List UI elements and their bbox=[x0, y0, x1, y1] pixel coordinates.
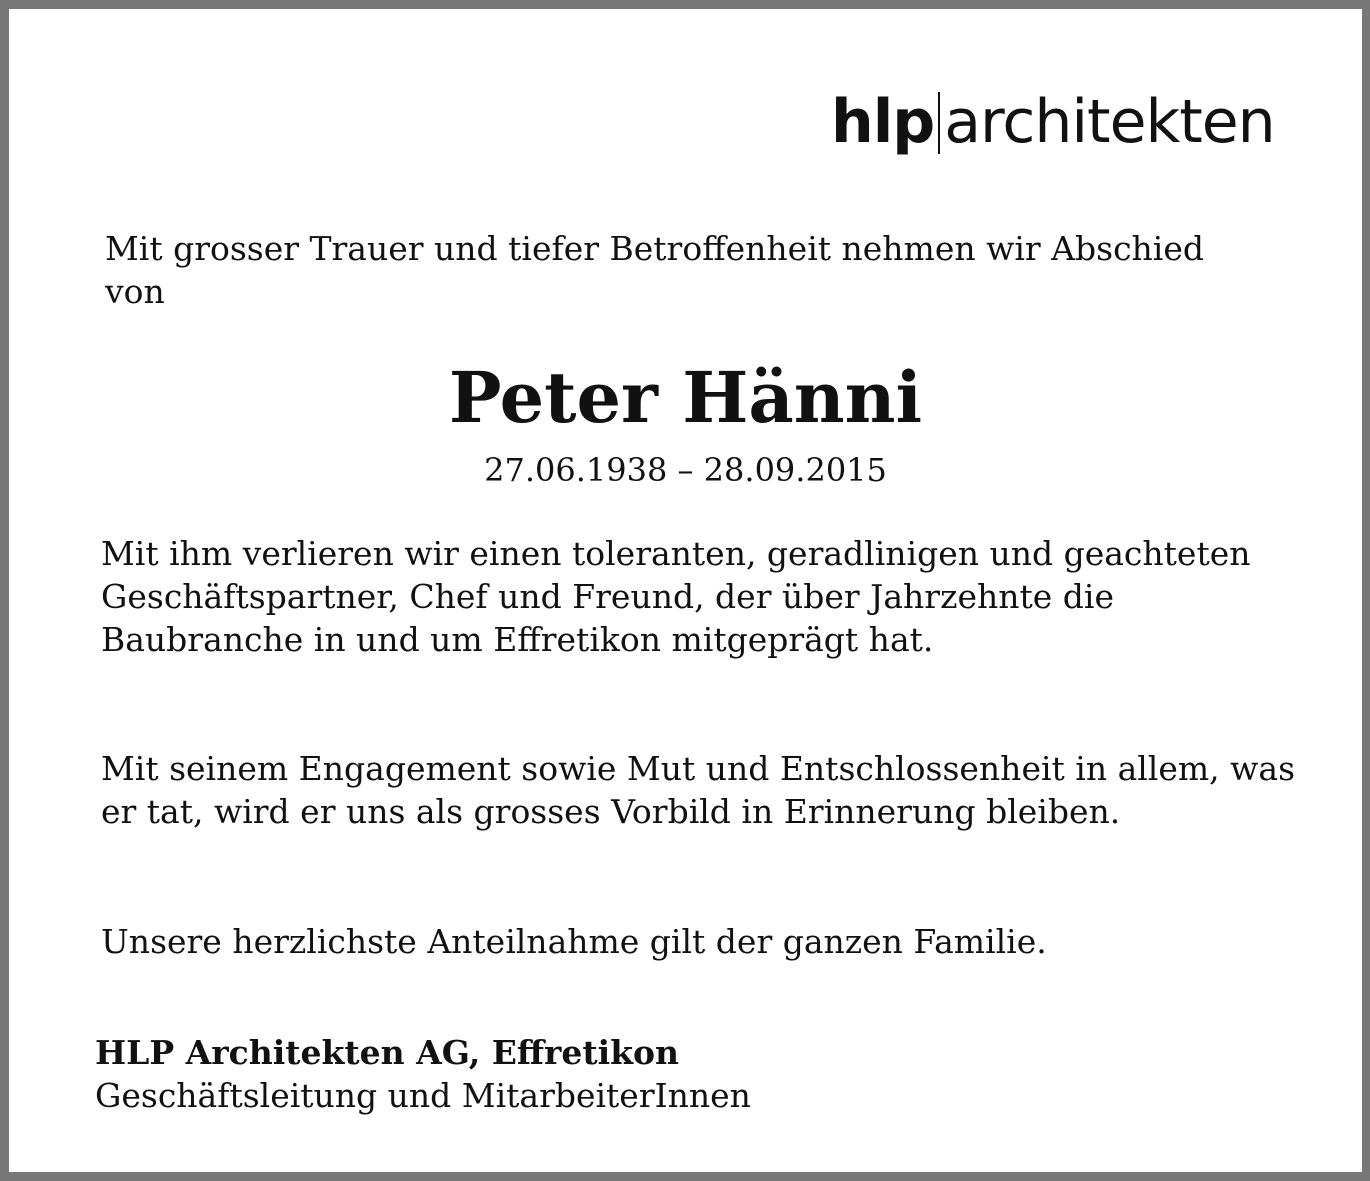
deceased-name: Peter Hänni bbox=[448, 356, 923, 439]
company-logo bbox=[831, 87, 1275, 157]
intro-text: Mit grosser Trauer und tiefer Betroffenheit nehmen wir Abschied von bbox=[105, 229, 1205, 311]
paragraph: Mit seinem Engagement sowie Mut und Entschlossenheit in allem, was er tat, wird er uns als grosses Vorbild in Erinnerung bleiben. bbox=[101, 749, 1296, 831]
logo-divider bbox=[938, 92, 940, 154]
paragraph: Mit ihm verlieren wir einen toleranten, geradlinigen und geachteten Geschäftspartner, Chef und Freund, der über Jahrzehnte die Baubranche in und um Effretikon mitgeprägt hat. bbox=[101, 534, 1251, 659]
paragraph: Unsere herzlichste Anteilnahme gilt der ganzen Familie. bbox=[101, 922, 1047, 961]
logo-bold: hlp bbox=[831, 87, 935, 157]
life-dates: 27.06.1938 – 28.09.2015 bbox=[484, 451, 887, 489]
signature-group: Geschäftsleitung und MitarbeiterInnen bbox=[95, 1076, 751, 1115]
logo-light: architekten bbox=[944, 87, 1275, 157]
obituary-page bbox=[9, 9, 1362, 1172]
signature-company: HLP Architekten AG, Effretikon bbox=[95, 1033, 679, 1072]
